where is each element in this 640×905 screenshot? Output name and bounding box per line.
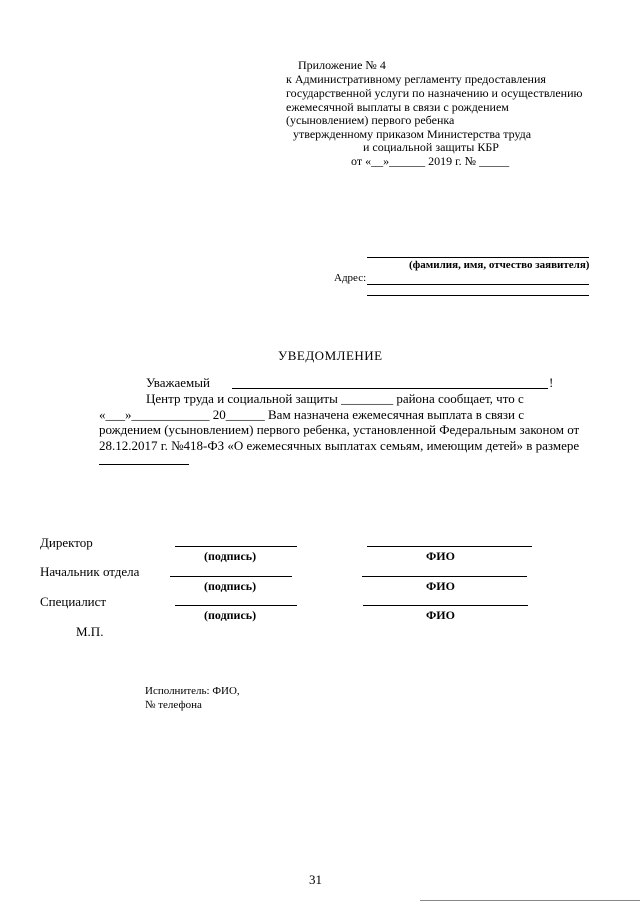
header-service-line: государственной услуги по назначению и осуществлению xyxy=(286,86,583,100)
header-ministry-line: и социальной защиты КБР xyxy=(363,140,499,154)
address-line-1[interactable] xyxy=(367,284,589,285)
notice-body-line-3: рождением (усыновлением) первого ребенка, установленной Федеральным законом от xyxy=(99,422,580,437)
signature-caption-director: (подпись) xyxy=(204,549,257,563)
signature-line-specialist[interactable] xyxy=(175,605,297,606)
executor-name: Исполнитель: ФИО, xyxy=(145,685,240,697)
notice-body-line-2: «___»____________ 20______ Вам назначена ежемесячная выплата в связи с xyxy=(99,407,525,422)
header-payment-line: ежемесячной выплаты в связи с рождением xyxy=(286,100,509,114)
name-caption-head: ФИО xyxy=(426,579,455,593)
notice-body-line-4: 28.12.2017 г. №418-ФЗ «О ежемесячных выплатах семьям, имеющим детей» в размере xyxy=(99,438,580,453)
signature-role-director: Директор xyxy=(40,535,93,550)
address-label: Адрес: xyxy=(334,272,367,284)
payment-amount-line[interactable] xyxy=(99,464,189,465)
signature-caption-specialist: (подпись) xyxy=(204,608,257,622)
signature-role-head: Начальник отдела xyxy=(40,564,140,579)
header-adoption-line: (усыновлением) первого ребенка xyxy=(286,113,455,127)
signature-line-head[interactable] xyxy=(170,576,292,577)
notice-body-line-1: Центр труда и социальной защиты ________ района сообщает, что с xyxy=(146,391,524,406)
applicant-name-caption: (фамилия, имя, отчество заявителя) xyxy=(409,259,590,271)
header-regulation-line: к Административному регламенту предоставления xyxy=(286,72,546,86)
name-line-specialist[interactable] xyxy=(363,605,528,606)
name-caption-director: ФИО xyxy=(426,549,455,563)
header-order-line: утвержденному приказом Министерства труда xyxy=(293,127,532,141)
address-line-2[interactable] xyxy=(367,295,589,296)
signature-line-director[interactable] xyxy=(175,546,297,547)
applicant-name-line[interactable] xyxy=(367,257,589,258)
signature-role-specialist: Специалист xyxy=(40,594,107,609)
notice-title: УВЕДОМЛЕНИЕ xyxy=(278,348,383,363)
header-date-line: от «__»______ 2019 г. № _____ xyxy=(351,154,510,168)
name-line-director[interactable] xyxy=(367,546,532,547)
scan-edge-line xyxy=(420,900,640,901)
name-line-head[interactable] xyxy=(362,576,527,577)
salutation-exclamation: ! xyxy=(549,375,554,390)
stamp-place: М.П. xyxy=(76,624,104,639)
header-appendix-number: Приложение № 4 xyxy=(298,58,386,72)
salutation-label: Уважаемый xyxy=(146,375,210,390)
name-caption-specialist: ФИО xyxy=(426,608,455,622)
salutation-name-line[interactable] xyxy=(232,388,548,389)
executor-phone: № телефона xyxy=(145,699,202,711)
signature-caption-head: (подпись) xyxy=(204,579,257,593)
page-number: 31 xyxy=(309,872,322,887)
